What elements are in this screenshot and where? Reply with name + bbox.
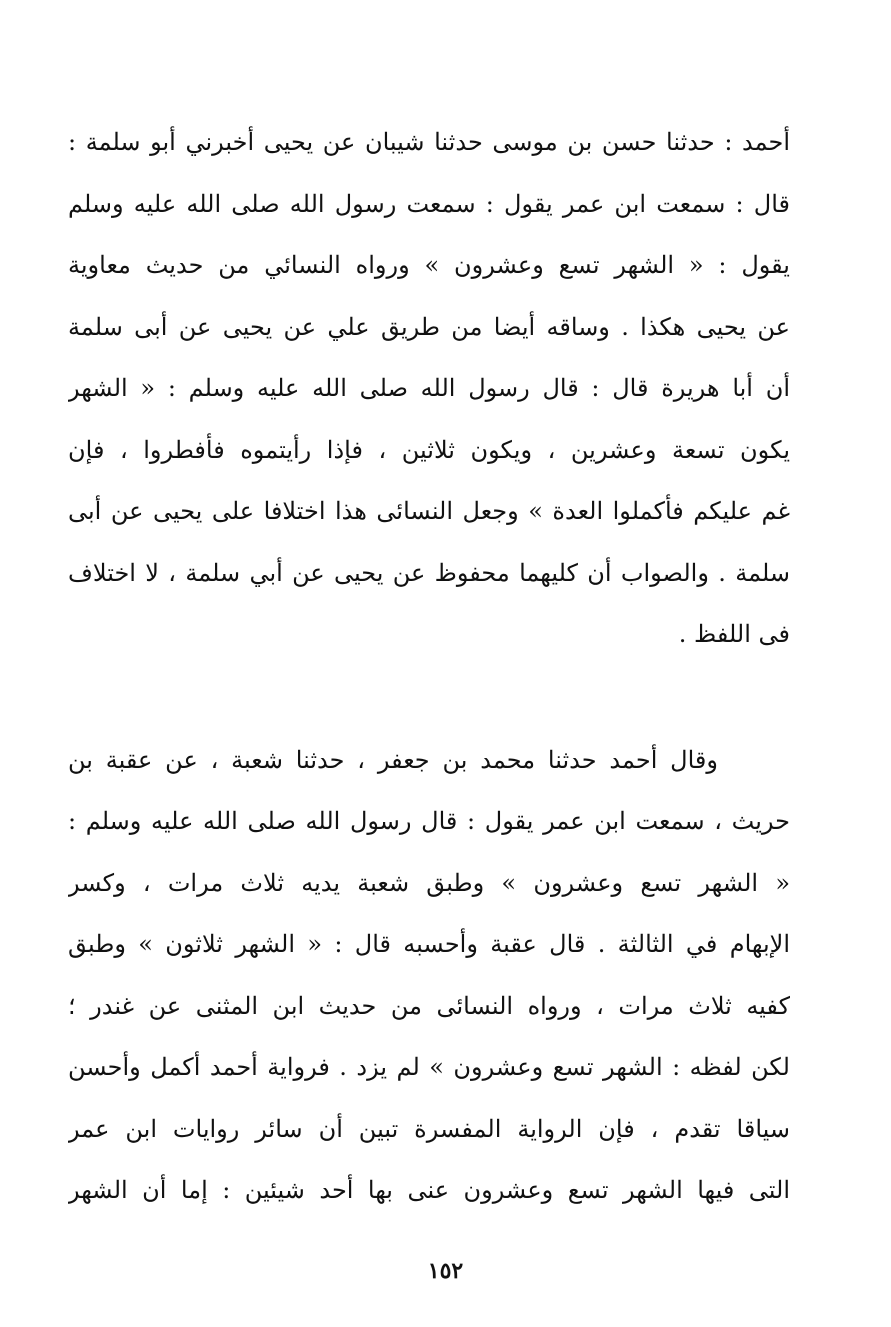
- text-line: كفيه ثلاث مرات ، ورواه النسائى من حديث ابن المثنى عن غندر ؛: [68, 991, 790, 1020]
- text-line: سياقا تقدم ، فإن الرواية المفسرة تبين أن سائر روايات ابن عمر: [68, 1114, 790, 1143]
- page-number: ١٥٢: [427, 1258, 464, 1284]
- paragraph-2: [68, 730, 790, 1222]
- paragraph-spacer: [68, 666, 790, 730]
- text-line: التى فيها الشهر تسع وعشرون عنى بها أحد شيئين : إما أن الشهر: [68, 1176, 790, 1204]
- text-line: الإبهام في الثالثة . قال عقبة وأحسبه قال : « الشهر ثلاثون » وطبق: [68, 930, 790, 958]
- text-line: « الشهر تسع وعشرون » وطبق شعبة يديه ثلاث مرات ، وكسر: [68, 868, 790, 897]
- text-line: غم عليكم فأكملوا العدة » وجعل النسائى هذا اختلافا على يحيى عن أبى: [68, 497, 790, 525]
- document-page: [68, 112, 790, 1312]
- text-line: يكون تسعة وعشرين ، ويكون ثلاثين ، فإذا رأيتموه فأفطروا ، فإن: [68, 435, 790, 464]
- text-line: لكن لفظه : الشهر تسع وعشرون » لم يزد . فرواية أحمد أكمل وأحسن: [68, 1053, 790, 1081]
- text-line: قال : سمعت ابن عمر يقول : سمعت رسول الله صلى الله عليه وسلم: [68, 189, 790, 218]
- text-line: أحمد : حدثنا حسن بن موسى حدثنا شيبان عن يحيى أخبرني أبو سلمة :: [68, 128, 790, 156]
- text-line: عن يحيى هكذا . وساقه أيضا من طريق علي عن يحيى عن أبى سلمة: [68, 312, 790, 341]
- paragraph-1: [68, 112, 790, 666]
- text-line: حريث ، سمعت ابن عمر يقول : قال رسول الله صلى الله عليه وسلم :: [68, 807, 790, 835]
- text-line: وقال أحمد حدثنا محمد بن جعفر ، حدثنا شعبة ، عن عقبة بن: [68, 745, 718, 774]
- text-line: يقول : « الشهر تسع وعشرون » ورواه النسائي من حديث معاوية: [68, 251, 790, 279]
- text-line: سلمة . والصواب أن كليهما محفوظ عن يحيى عن أبي سلمة ، لا اختلاف: [68, 558, 790, 587]
- text-line: فى اللفظ .: [678, 620, 790, 648]
- text-line: أن أبا هريرة قال : قال رسول الله صلى الله عليه وسلم : « الشهر: [68, 374, 790, 402]
